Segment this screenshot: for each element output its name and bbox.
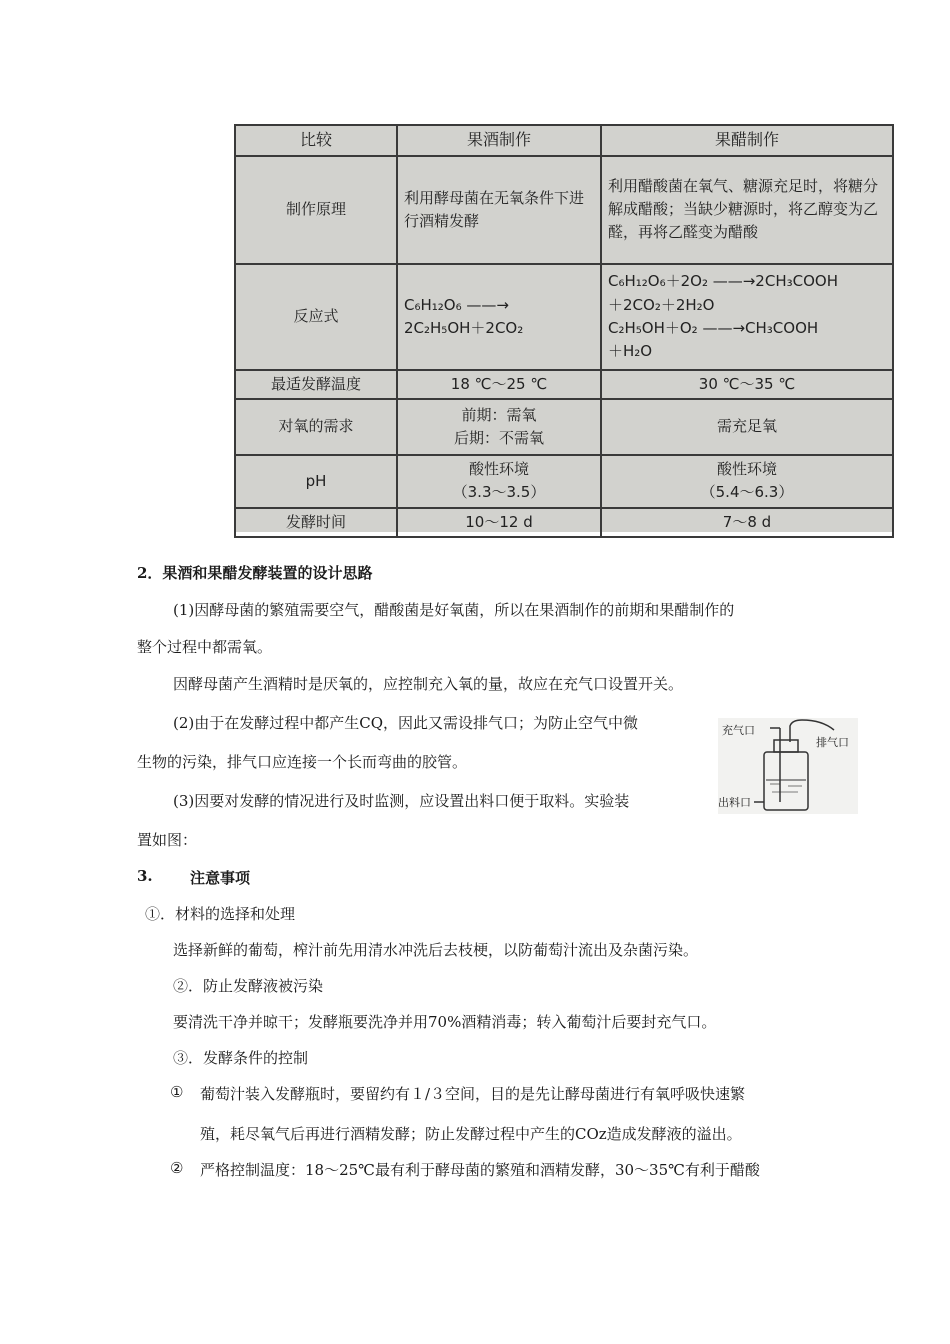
section2-paragraph3-line2: 生物的污染，排气口应连接一个长而弯曲的胶管。 <box>137 753 468 771</box>
item1-title: ①．材料的选择和处理 <box>145 905 296 923</box>
table-header-wine: 果酒制作 <box>397 125 601 156</box>
wine-equation <box>397 264 601 370</box>
row-label-principle: 制作原理 <box>235 156 397 264</box>
wine-oxygen-line1: 前期：需氧 <box>461 405 537 424</box>
vinegar-oxygen: 需充足氧 <box>601 399 893 455</box>
sub1-marker: ① <box>170 1083 184 1101</box>
wine-oxygen <box>397 399 601 455</box>
section2-heading: 2．果酒和果醋发酵装置的设计思路 <box>137 564 373 582</box>
wine-temperature: 18 ℃～25 ℃ <box>397 370 601 399</box>
section3-number: 3. <box>137 867 153 885</box>
table-header-compare: 比较 <box>235 125 397 156</box>
section2-paragraph4-line1: (3)因要对发酵的情况进行及时监测，应设置出料口便于取料。实验装 <box>173 792 630 810</box>
vinegar-ph-line1: 酸性环境 <box>716 460 777 479</box>
wine-duration: 10～12 d <box>397 508 601 537</box>
section2-paragraph1-line1: (1)因酵母菌的繁殖需要空气，醋酸菌是好氧菌，所以在果酒制作的前期和果醋制作的 <box>173 601 735 619</box>
wine-oxygen-line2: 后期：不需氧 <box>453 429 544 448</box>
item1-text: 选择新鲜的葡萄，榨汁前先用清水冲洗后去枝梗，以防葡萄汁流出及杂菌污染。 <box>173 941 699 959</box>
vinegar-equation-line4: ＋H₂O <box>608 342 653 361</box>
comparison-table-image <box>234 124 894 532</box>
wine-equation-line2: 2C₂H₅OH＋2CO₂ <box>404 318 524 337</box>
sub2-line1: 严格控制温度：18～25℃最有利于酵母菌的繁殖和酒精发酵，30～35℃有利于醋酸 <box>200 1161 760 1179</box>
section2-paragraph3-line1: (2)由于在发酵过程中都产生CQ，因此又需设排气口；为防止空气中微 <box>173 714 639 732</box>
row-label-oxygen: 对氧的需求 <box>235 399 397 455</box>
fermentation-apparatus-figure <box>718 718 858 814</box>
vinegar-equation <box>601 264 893 370</box>
wine-ph-line2: （3.3～3.5） <box>452 483 546 502</box>
section2-paragraph4-line2: 置如图： <box>137 831 198 849</box>
wine-principle: 利用酵母菌在无氧条件下进行酒精发酵 <box>397 156 601 264</box>
outlet-label: 排气口 <box>816 736 849 749</box>
discharge-label: 出料口 <box>718 796 751 809</box>
vinegar-ph <box>601 455 893 508</box>
sub1-line1: 葡萄汁装入发酵瓶时，要留约有１/３空间，目的是先让酵母菌进行有氧呼吸快速繁 <box>200 1085 746 1103</box>
row-label-duration: 发酵时间 <box>235 508 397 537</box>
vinegar-duration: 7～8 d <box>601 508 893 537</box>
section3-heading: 注意事项 <box>190 869 251 887</box>
vinegar-ph-line2: （5.4～6.3） <box>700 483 794 502</box>
row-label-ph: pH <box>235 455 397 508</box>
row-label-equation: 反应式 <box>235 264 397 370</box>
item3-title: ③．发酵条件的控制 <box>173 1049 309 1067</box>
section2-paragraph1-line2: 整个过程中都需氧。 <box>137 638 273 656</box>
vinegar-equation-line3: C₂H₅OH＋O₂ ——→CH₃COOH <box>608 318 819 337</box>
vinegar-temperature: 30 ℃～35 ℃ <box>601 370 893 399</box>
item2-title: ②．防止发酵液被污染 <box>173 977 324 995</box>
item2-text: 要清洗干净并晾干；发酵瓶要洗净并用70%酒精消毒；转入葡萄汁后要封充气口。 <box>173 1013 717 1031</box>
comparison-table <box>234 124 894 538</box>
inlet-label: 充气口 <box>722 724 755 737</box>
row-label-temperature: 最适发酵温度 <box>235 370 397 399</box>
table-header-vinegar: 果醋制作 <box>601 125 893 156</box>
wine-ph-line1: 酸性环境 <box>468 460 529 479</box>
vinegar-equation-line1: C₆H₁₂O₆＋2O₂ ——→2CH₃COOH <box>608 272 838 291</box>
vinegar-principle: 利用醋酸菌在氧气、糖源充足时，将糖分解成醋酸；当缺少糖源时，将乙醇变为乙醛，再将乙醛变为醋酸 <box>601 156 893 264</box>
wine-ph <box>397 455 601 508</box>
section2-paragraph2: 因酵母菌产生酒精时是厌氧的，应控制充入氧的量，故应在充气口设置开关。 <box>173 675 684 693</box>
sub1-line2: 殖，耗尽氧气后再进行酒精发酵；防止发酵过程中产生的COz造成发酵液的溢出。 <box>200 1125 742 1143</box>
wine-equation-line1: C₆H₁₂O₆ ——→ <box>404 295 509 314</box>
sub2-marker: ② <box>170 1159 184 1177</box>
vinegar-equation-line2: ＋2CO₂＋2H₂O <box>608 295 715 314</box>
